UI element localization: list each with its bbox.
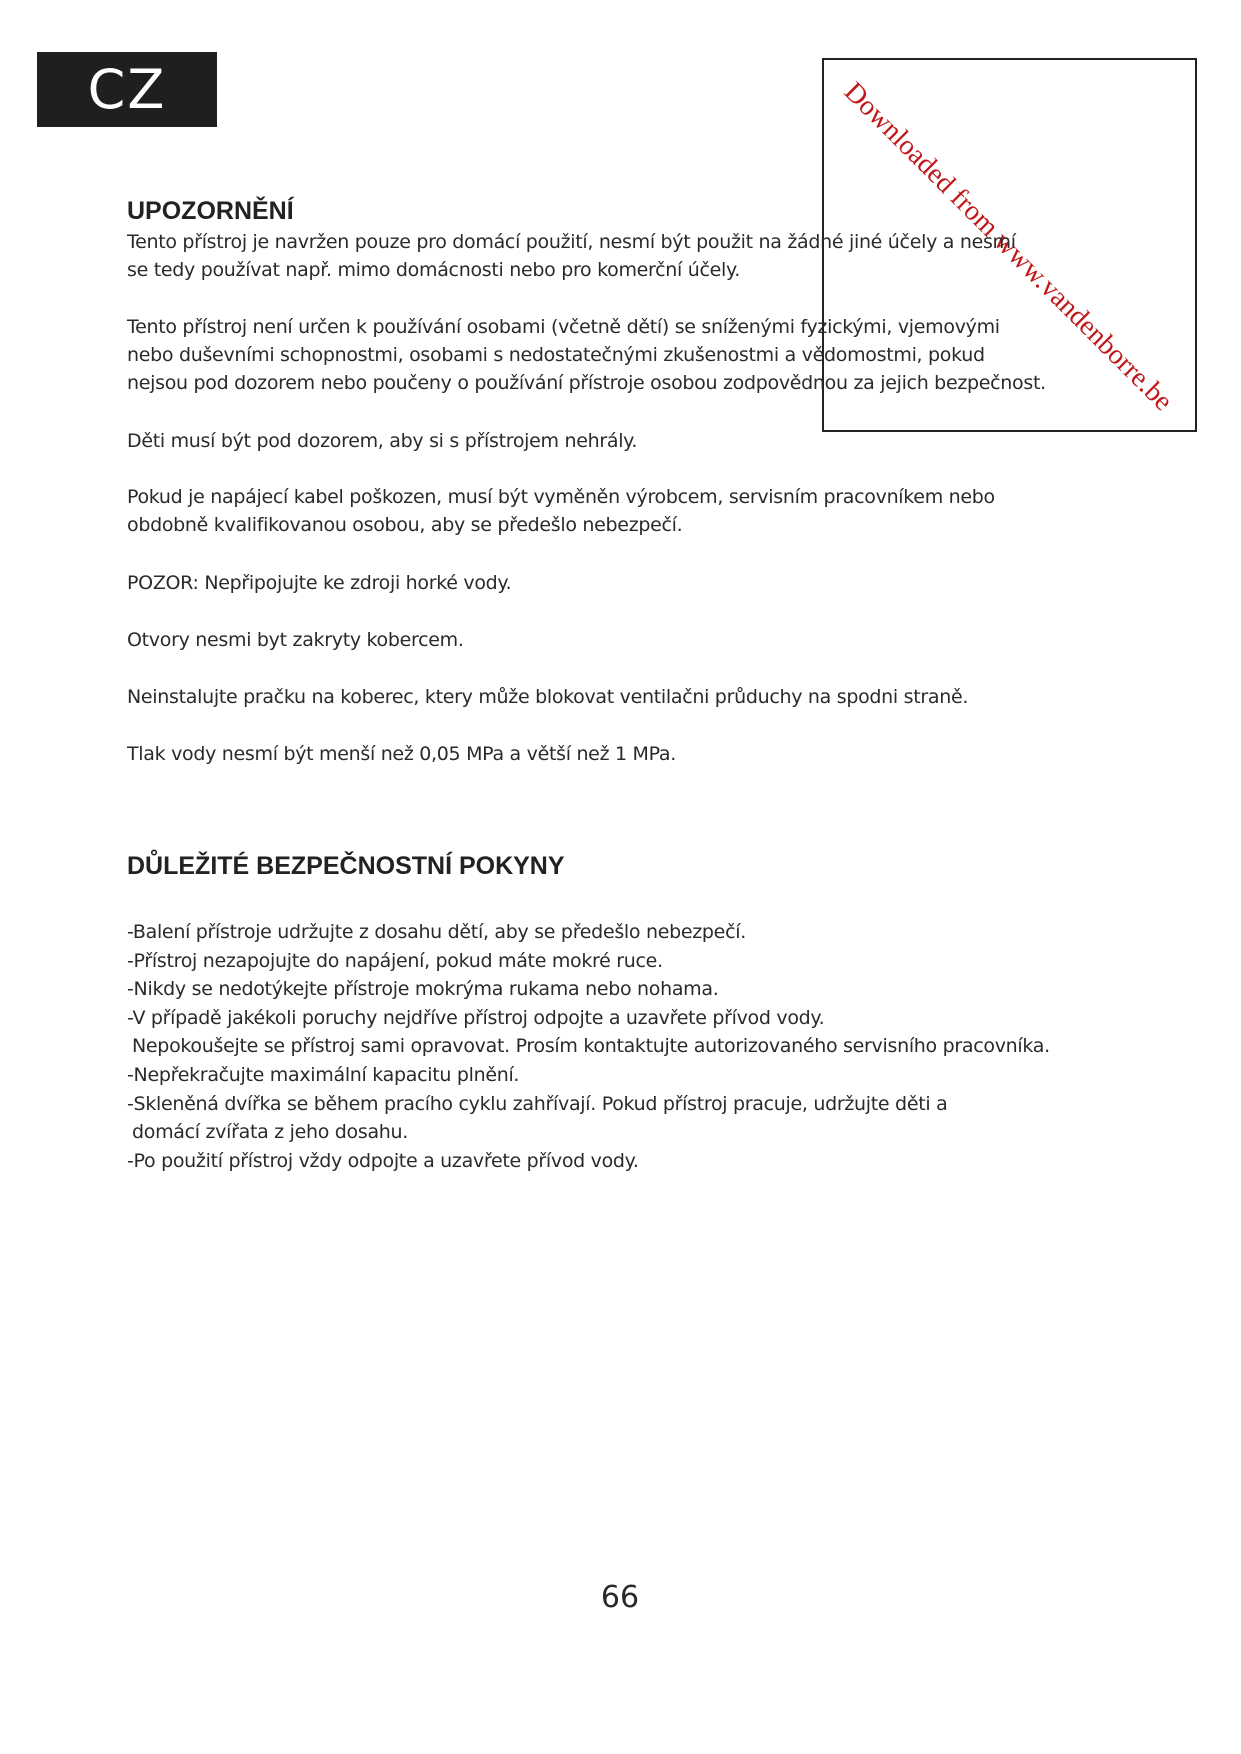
warning-paragraph-4: Pokud je napájecí kabel poškozen, musí být vyměněn výrobcem, servisním pracovníkem nebo obdobně kvalifikovanou osobou, aby se předešlo nebezpečí. xyxy=(127,486,995,536)
list-item: domácí zvířata z jeho dosahu. xyxy=(132,1121,409,1144)
list-item: Nepokoušejte se přístroj sami opravovat. Prosím kontaktujte autorizovaného servisního pracovníka. xyxy=(132,1035,1050,1058)
list-item: -Po použití přístroj vždy odpojte a uzavřete přívod vody. xyxy=(127,1149,639,1172)
warning-paragraph-2: Tento přístroj není určen k používání osobami (včetně dětí) se sníženými fyzickými, vjemovými nebo duševními schopnostmi, osobami s nedostatečnými zkušenostmi a vědomostmi, pokud nejsou pod dozorem nebo poučeny o používání přístroje osobou zodpovědnou za jejich bezpečnost. xyxy=(127,316,1046,394)
list-item: -Nikdy se nedotýkejte přístroje mokrýma rukama nebo nohama. xyxy=(127,978,719,1001)
warning-paragraph-1: Tento přístroj je navržen pouze pro domácí použití, nesmí být použit na žádné jiné účely a nesmí se tedy používat např. mimo domácnosti nebo pro komerční účely. xyxy=(127,231,1016,281)
list-item: -Balení přístroje udržujte z dosahu dětí, aby se předešlo nebezpečí. xyxy=(127,921,746,943)
page-number: 66 xyxy=(600,1580,640,1615)
warning-paragraph-8: Tlak vody nesmí být menší než 0,05 MPa a větší než 1 MPa. xyxy=(127,743,676,765)
list-item: -Skleněná dvířka se během pracího cyklu zahřívají. Pokud přístroj pracuje, udržujte děti a xyxy=(127,1092,948,1115)
download-stamp-text: Downloaded from www.vandenborre.be xyxy=(838,76,1179,417)
warning-paragraph-6: Otvory nesmi byt zakryty kobercem. xyxy=(127,629,464,651)
warning-paragraph-5: POZOR: Nepřipojujte ke zdroji horké vody. xyxy=(127,572,512,594)
list-item: -V případě jakékoli poruchy nejdříve přístroj odpojte a uzavřete přívod vody. xyxy=(127,1006,825,1029)
safety-title: DŮLEŽITÉ BEZPEČNOSTNÍ POKYNY xyxy=(127,852,565,880)
warning-paragraph-7: Neinstalujte pračku na koberec, ktery může blokovat ventilačni průduchy na spodni straně. xyxy=(127,686,969,708)
language-badge: CZ xyxy=(37,52,217,127)
list-item: -Nepřekračujte maximální kapacitu plnění. xyxy=(127,1063,520,1086)
warning-paragraph-3: Děti musí být pod dozorem, aby si s přístrojem nehrály. xyxy=(127,430,638,452)
safety-list xyxy=(127,918,1050,1175)
list-item: -Přístroj nezapojujte do napájení, pokud máte mokré ruce. xyxy=(127,949,663,972)
warning-title: UPOZORNĚNÍ xyxy=(127,197,294,225)
